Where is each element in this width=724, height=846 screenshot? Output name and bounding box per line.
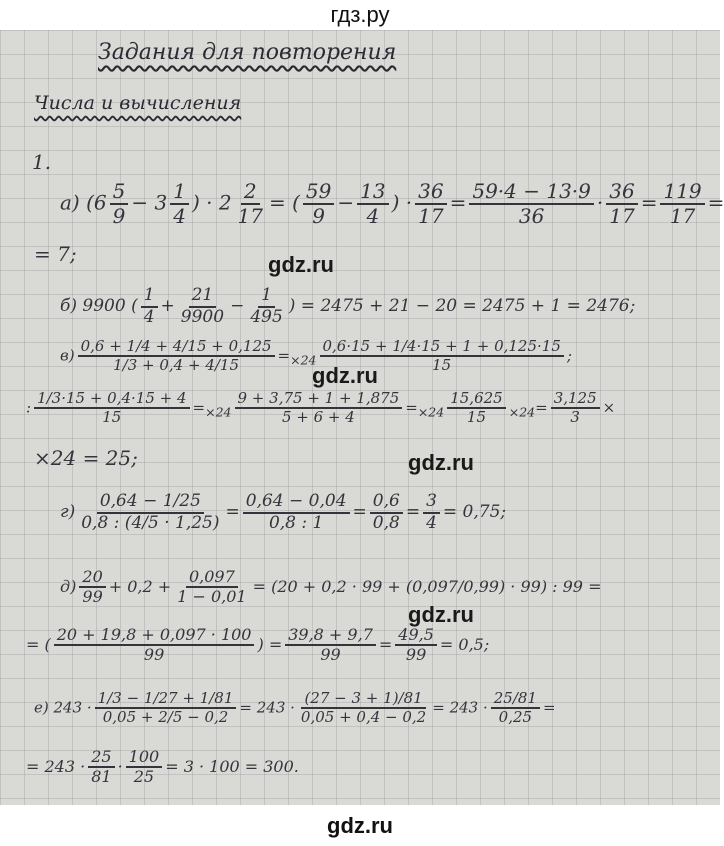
fraction [447, 390, 506, 427]
denominator: 99 [143, 645, 165, 665]
fraction [235, 390, 403, 427]
fraction [174, 568, 249, 607]
numerator: (27 − 3 + 1)/81 [301, 690, 425, 709]
item-e-line1: е) 243 · $\frac{1/3 - 1/27 + 1/81}{0,05 + 2/5 - 0,2}$ = 243 · $\frac{(27 - 3 + 1)/81}{0,05 + 0,4 - 0,2}$ = 243 · $\frac{25/81}{0,25}$ = [34, 689, 556, 727]
numerator: 21 [189, 286, 217, 308]
fraction [660, 180, 704, 228]
fraction [78, 338, 275, 375]
fraction [243, 492, 350, 533]
watermark: gdz.ru [408, 450, 474, 475]
site-footer: gdz.ru [0, 805, 720, 846]
denominator: 99 [320, 645, 341, 665]
fraction [170, 180, 189, 228]
item-b-line: б) 9900 ( $\frac{1}{4}$ + $\frac{21}{9900}$ − $\frac{1}{495}$ ) = 2475 + 21 − 20 = 2475 + 1 = 2476; [60, 285, 636, 327]
denominator: 0,8 [372, 512, 400, 533]
fraction [141, 286, 158, 327]
section-heading: Числа и вычисления [34, 92, 242, 114]
denominator: 4 [426, 512, 437, 533]
numerator: 3,125 [551, 390, 600, 409]
fraction [298, 690, 429, 727]
numerator: 2 [241, 180, 260, 205]
denominator: 495 [250, 306, 283, 327]
fraction [88, 748, 114, 787]
numerator: 0,6·15 + 1/4·15 + 1 + 0,125·15 [320, 338, 564, 357]
item-g-line: г) $\frac{0,64 - 1/25}{0,8 : (4/5 \cdot 1,25)}$ = $\frac{0,64 - 0,04}{0,8 : 1}$ = $\frac{0,6}{0,8}$ = $\frac{3}{4}$ = 0,75; [60, 491, 507, 533]
fraction [303, 180, 334, 228]
denominator: 15 [432, 356, 452, 375]
numerator: 25/81 [491, 690, 540, 709]
numerator: 13 [357, 180, 388, 205]
denominator: 5 + 6 + 4 [281, 408, 355, 427]
denominator: 1/3 + 0,4 + 4/15 [113, 356, 239, 375]
numerator: 0,097 [186, 568, 238, 588]
denominator: 0,25 [498, 708, 533, 727]
fraction [357, 180, 388, 228]
fraction [34, 390, 189, 427]
fraction [79, 568, 105, 607]
fraction [235, 180, 266, 228]
numerator: 119 [660, 180, 704, 205]
numerator: 59 [303, 180, 334, 205]
fraction [551, 390, 600, 427]
numerator: 20 + 19,8 + 0,097 · 100 [54, 626, 255, 646]
fraction [491, 690, 540, 727]
fraction [415, 180, 446, 228]
denominator: 4 [143, 306, 155, 327]
numerator: 49,5 [395, 626, 437, 646]
numerator: 1/3 − 1/27 + 1/81 [95, 690, 237, 709]
denominator: 0,8 : 1 [268, 512, 324, 533]
numerator: 1 [141, 286, 158, 308]
numerator: 36 [415, 180, 446, 205]
denominator: 36 [518, 204, 545, 228]
item-a-line2: = 7; [34, 242, 77, 266]
exercise-number: 1. [32, 150, 52, 174]
numerator: 36 [606, 180, 637, 205]
fraction [247, 286, 285, 327]
fraction [126, 748, 163, 787]
fraction [54, 626, 255, 665]
watermark: gdz.ru [408, 602, 474, 627]
fraction [469, 180, 594, 228]
fraction [285, 626, 376, 665]
watermark: gdz.ru [268, 252, 334, 277]
numerator: 0,64 − 1/25 [97, 492, 204, 514]
fraction [606, 180, 637, 228]
item-v-line1: в) $\frac{0,6 + 1/4 + 4/15 + 0,125}{1/3 + 0,4 + 4/15}$ $=_{\times 24}$ $\frac{0,6\cdot 15 + 1/4\cdot 15 + 1 + 0,125\cdot 15}{15}$ ; [60, 337, 572, 375]
numerator: 25 [88, 748, 114, 768]
item-a-line1: а) (6 $\frac{5}{9}$ − 3 $\frac{1}{4}$ ) · 2 $\frac{2}{17}$ = ( $\frac{59}{9}$ − $\frac{13}{4}$ ) · $\frac{36}{17}$ = $\frac{59\cdot 4 - 13\cdot 9}{36}$ · $\frac{36}{17}$ = $\frac{119}{17}$ = [60, 179, 724, 228]
fraction [78, 492, 222, 533]
fraction [395, 626, 437, 665]
numerator: 39,8 + 9,7 [285, 626, 376, 646]
numerator: 20 [79, 568, 105, 588]
item-v-line3: ×24 = 25; [34, 446, 138, 470]
fraction [95, 690, 237, 727]
denominator: 4 [366, 204, 380, 228]
denominator: 99 [82, 587, 103, 607]
denominator: 17 [609, 204, 635, 228]
numerator: 15,625 [447, 390, 506, 409]
fraction [423, 492, 440, 533]
numerator: 3 [423, 492, 440, 514]
denominator: 17 [669, 204, 696, 228]
watermark: gdz.ru [312, 363, 378, 388]
denominator: 1 − 0,01 [177, 587, 247, 607]
numerator: 59·4 − 13·9 [469, 180, 594, 205]
denominator: 25 [133, 767, 155, 787]
denominator: 81 [91, 767, 112, 787]
denominator: 9 [312, 204, 326, 228]
numerator: 0,64 − 0,04 [243, 492, 350, 514]
numerator: 0,6 [370, 492, 403, 514]
denominator: 17 [418, 204, 444, 228]
denominator: 0,05 + 0,4 − 0,2 [300, 708, 427, 727]
fraction [178, 286, 227, 327]
denominator: 4 [173, 204, 186, 228]
item-d-line2: = ( $\frac{20 + 19,8 + 0,097 \cdot 100}{99}$ ) = $\frac{39,8 + 9,7}{99}$ = $\frac{49,5}{99}$ = 0,5; [26, 625, 490, 665]
denominator: 9900 [180, 306, 225, 327]
numerator: 0,6 + 1/4 + 4/15 + 0,125 [78, 338, 275, 357]
numerator: 5 [110, 180, 129, 205]
fraction [370, 492, 403, 533]
denominator: 17 [237, 204, 263, 228]
page-title: Задания для повторения [98, 40, 397, 65]
denominator: 99 [405, 645, 427, 665]
denominator: 9 [112, 204, 126, 228]
denominator: 15 [102, 408, 122, 427]
numerator: 1/3·15 + 0,4·15 + 4 [34, 390, 189, 409]
fraction [110, 180, 129, 228]
site-header: гдз.ру [0, 0, 720, 30]
item-v-line2: : $\frac{1/3\cdot 15 + 0,4\cdot 15 + 4}{15}$ $=_{\times 24}$ $\frac{9 + 3,75 + 1 + 1,875}{5 + 6 + 4}$ $=_{\times 24}$ $\frac{15,625}{15}$ $_{\times 24}$= $\frac{3,125}{3}$ × [26, 389, 616, 427]
numerator: 9 + 3,75 + 1 + 1,875 [235, 390, 403, 409]
item-d-line1: д) $\frac{20}{99}$ + 0,2 + $\frac{0,097}{1 - 0,01}$ = (20 + 0,2 · 99 + (0,097/0,99) · 99) : 99 = [60, 567, 602, 607]
denominator: 3 [570, 408, 580, 427]
item-e-line2: = 243 · $\frac{25}{81}$ · $\frac{100}{25}$ = 3 · 100 = 300. [26, 747, 299, 787]
notebook-page [0, 30, 724, 805]
denominator: 0,8 : (4/5 · 1,25) [81, 512, 220, 533]
numerator: 1 [258, 286, 275, 308]
denominator: 0,05 + 2/5 − 0,2 [102, 708, 229, 727]
denominator: 15 [466, 408, 487, 427]
numerator: 1 [170, 180, 189, 205]
numerator: 100 [126, 748, 163, 768]
